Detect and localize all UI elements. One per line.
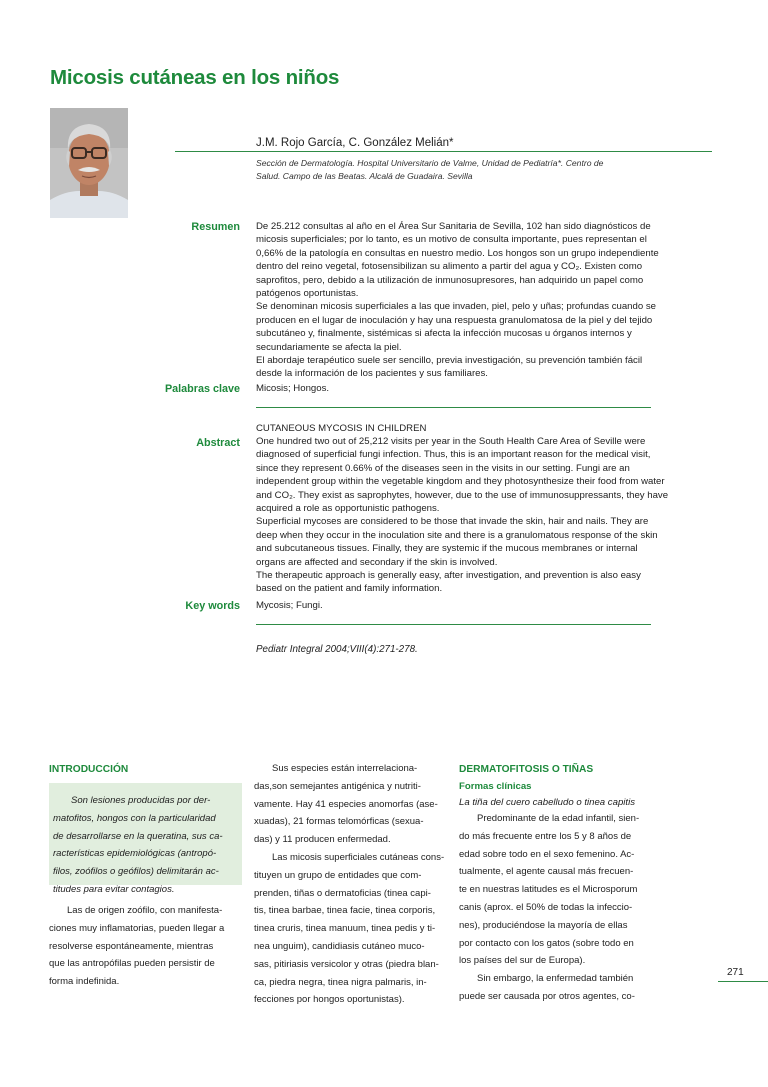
text-line: Las micosis superficiales cutáneas cons- [272, 851, 445, 863]
text-line: Sin embargo, la enfermedad también [477, 973, 634, 985]
text-line: since they represent 0.66% of the diseases seen in the visits in our setting. Fungi are an [256, 462, 630, 474]
text-line: subcutáneo y, finalmente, sistémicas si afecta la infección mucosas u órganos internos y [256, 328, 632, 340]
author-photo-svg [50, 108, 128, 218]
affiliation-line: Sección de Dermatología. Hospital Universitario de Valme, Unidad de Pediatría*. Centro de [256, 158, 604, 168]
authors: J.M. Rojo García, C. González Melián* [256, 137, 454, 149]
text-line: and CO₂. They exist as saprophytes, however, due to the use of immunosuppressants, they have [256, 489, 669, 501]
text-line: Superficial mycoses are considered to be those that invade the skin, hair and nails. They are [256, 516, 649, 528]
key-words-value: Mycosis; Fungi. [256, 600, 323, 611]
author-photo-icon [50, 108, 128, 218]
text-line: fecciones por hongos oportunistas). [254, 994, 405, 1006]
text-line: independent group within the vegetable kingdom and they photosynthesize their food from water [256, 476, 665, 488]
text-line: The therapeutic approach is generally easy, after investigation, and prevention is also easy [256, 570, 641, 582]
text-line: acquired a role as opportunistic pathogens. [256, 503, 440, 515]
text-line: based on the patient and family information. [256, 583, 443, 595]
keywords-divider [256, 407, 651, 408]
dermatofitosis-heading: DERMATOFITOSIS O TIÑAS [459, 764, 594, 775]
abstract-heading: CUTANEOUS MYCOSIS IN CHILDREN [256, 423, 427, 434]
text-line: tis, tinea barbae, tinea facie, tinea corporis, [254, 905, 436, 917]
text-line: De 25.212 consultas al año en el Área Sur Sanitaria de Sevilla, 102 han sido diagnósticos de [256, 221, 651, 232]
citation: Pediatr Integral 2004;VIII(4):271-278. [256, 644, 418, 655]
text-line: por contacto con los gatos (sobre todo en [459, 937, 634, 949]
text-line: One hundred two out of 25,212 visits per year in the South Health Care Area of Seville were [256, 436, 646, 447]
box-line: filos, zoófilos o geófilos) delimitarán ac- [53, 866, 219, 878]
text-line: das,son semejantes antigénica y nutriti- [254, 780, 421, 792]
box-line: de desarrollarse en la queratina, sus ca- [53, 830, 223, 842]
text-line: producen en el lugar de inoculación y hay una respuesta granulomatosa de la piel y del tejido [256, 314, 653, 326]
page-number: 271 [727, 967, 744, 978]
column-3-text [459, 810, 652, 1006]
affiliation [256, 157, 656, 182]
text-line: and subcutaneous tissues. Finally, they are systemic if the mucous membranes or internal [256, 543, 638, 555]
text-line: que las antropófilas pueden persistir de [49, 958, 215, 970]
abstract-text [256, 435, 711, 596]
box-line: matofitos, hongos con la particularidad [53, 812, 216, 824]
box-line: titudes para evitar contagios. [53, 883, 175, 895]
text-line: tualmente, el agente causal más frecuen- [459, 866, 634, 878]
page-title: Micosis cutáneas en los niños [50, 66, 340, 89]
text-line: Sus especies están interrelaciona- [272, 763, 418, 774]
text-line: desde la información de los pacientes y sus familiares. [256, 368, 488, 380]
abstract-paragraph-3 [256, 569, 711, 596]
abstract-label: Abstract [196, 437, 240, 449]
resumen-label: Resumen [191, 221, 240, 233]
text-line: nea unguim), candidiasis cutáneo muco- [254, 940, 425, 952]
text-line: diagnosed of superficial fungi infection. Thus, this is an important reason for the medical visit, [256, 449, 651, 461]
text-line: resolverse espontáneamente, mientras [49, 940, 214, 952]
text-line: tituyen un grupo de entidades que com- [254, 869, 422, 881]
text-line: forma indefinida. [49, 976, 120, 988]
text-line: El abordaje terapéutico suele ser sencillo, previa investigación, su prevención también fácil [256, 355, 643, 367]
text-line: canis (aprox. el 50% de todas la infeccio- [459, 901, 633, 913]
text-line: ca, piedra negra, tinea nigra palmaris, in- [254, 976, 427, 988]
text-line: 0,66% de la patología en consultas en nuestro medio. Los hongos son un grupo independiente [256, 247, 659, 259]
text-line: prenden, tiñas o dermatoficias (tinea capi- [254, 887, 431, 899]
text-line: do más frecuente entre los 5 y 8 años de [459, 830, 632, 842]
abstract-paragraph-2 [256, 515, 711, 569]
text-line: los países del sur de Europa). [459, 955, 586, 967]
page-number-rule [718, 981, 768, 982]
text-line: patógenos oportunistas. [256, 288, 359, 300]
abstract-paragraph-1 [256, 435, 711, 515]
authors-divider [175, 151, 712, 152]
highlight-box [49, 783, 242, 895]
text-line: vamente. Hay 41 especies anomorfas (ase- [254, 798, 438, 810]
box-line: Son lesiones producidas por der- [71, 795, 211, 806]
column-2-text [254, 760, 447, 1009]
key-words-label: Key words [185, 600, 240, 612]
affiliation-line: Salud. Campo de las Beatas. Alcalá de Guadaira. Sevilla [256, 170, 473, 181]
formas-clinicas-subheading: Formas clínicas [459, 781, 532, 792]
text-line: te en nuestras latitudes es el Microsporum [459, 884, 638, 896]
text-line: Se denominan micosis superficiales a las que invaden, piel, pelo y uñas; profundas cuando se [256, 301, 656, 313]
text-line: das) y 11 producen enfermedad. [254, 834, 391, 846]
resumen-paragraph-2 [256, 300, 711, 354]
text-line: nes), produciéndose la mayoría de ellas [459, 919, 628, 931]
intro-heading: INTRODUCCIÓN [49, 764, 129, 775]
text-line: organs are affected and secondary if the skin is involved. [256, 556, 498, 568]
text-line: saprofitos, pero, debido a la utilización de inmunosupresores, han adquirido un papel como [256, 274, 644, 286]
text-line: ciones muy inflamatorias, pueden llegar a [49, 922, 225, 934]
text-line: Predominante de la edad infantil, sien- [477, 813, 640, 824]
palabras-clave-value: Micosis; Hongos. [256, 383, 330, 394]
box-line: racterísticas epidemiológicas (antropó- [53, 848, 217, 860]
text-line: edad sobre todo en el sexo femenino. Ac- [459, 848, 635, 860]
text-line: xuadas), 21 formas telomórficas (sexua- [254, 816, 424, 828]
intro-text [49, 902, 242, 991]
tinea-capitis-subheading: La tiña del cuero cabelludo o tinea capitis [459, 797, 636, 808]
resumen-paragraph-1 [256, 220, 711, 300]
palabras-clave-label: Palabras clave [164, 383, 240, 395]
resumen-paragraph-3 [256, 354, 711, 381]
key-words-divider [256, 624, 651, 625]
text-line: puede ser causada por otros agentes, co- [459, 990, 635, 1002]
text-line: Las de origen zoófilo, con manifesta- [67, 905, 223, 916]
resumen-text [256, 220, 711, 381]
text-line: deep when they occur in the inoculation site and there is a granulomatous response of the skin [256, 529, 658, 541]
text-line: sas, pitiriasis versicolor y otras (piedra blan- [254, 958, 439, 970]
text-line: dentro del reino vegetal, fotosensibilizan su alimento a partir del agua y CO₂. Existen como [256, 261, 643, 273]
text-line: tinea cruris, tinea manuum, tinea pedis y ti- [254, 923, 436, 935]
text-line: micosis superficiales; por lo tanto, es un motivo de consulta importante, pues representan el [256, 234, 647, 246]
text-line: secundariamente se afecta la piel. [256, 341, 402, 353]
